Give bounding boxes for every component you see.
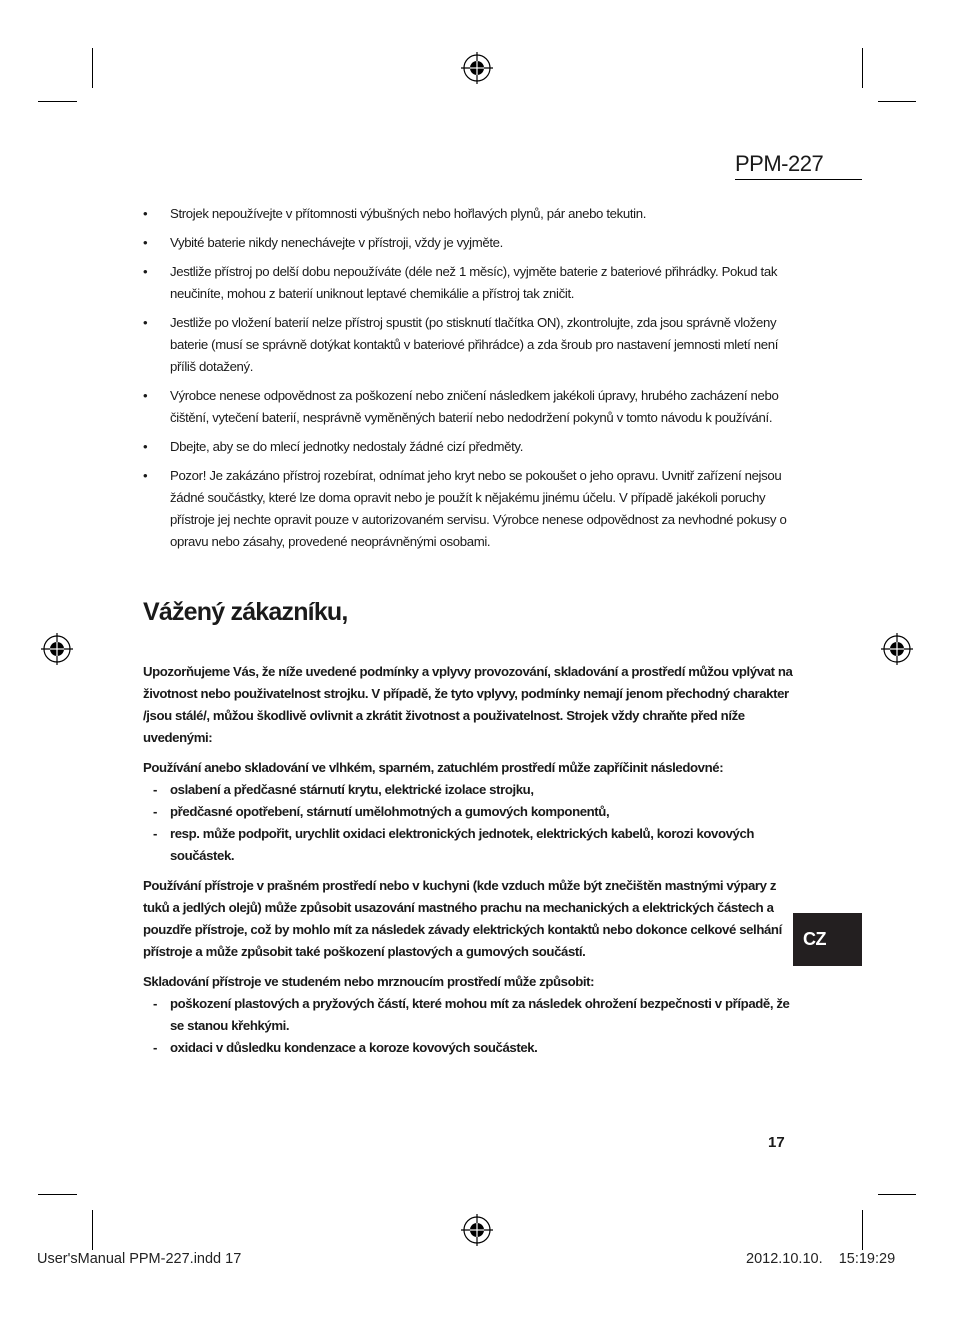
crop-mark — [862, 48, 863, 88]
list-item: • Výrobce nenese odpovědnost za poškození nebo zničení následkem jakékoli úpravy, hrubého zacházení nebo čištění, vytečení baterií, nesprávně vyměněných baterií nebo nedodržení pokynů v tomto návodu k používání. — [143, 385, 793, 429]
list-item: • Pozor! Je zakázáno přístroj rozebírat, odnímat jeho kryt nebo se pokoušet o jeho opravu. Uvnitř zařízení nejsou žádné součástky, které lze doma opravit nebo je použít k nějakému jinému účelu. V případě jakékoli poruchy přístroje jej nechte opravit pouze v autorizovaném servisu. Výrobce nenese odpovědnost za nevhodné pokusy o opravu nebo zásahy, provedené neoprávněnými osobami. — [143, 465, 793, 553]
list-item: • Strojek nepoužívejte v přítomnosti výbušných nebo hořlavých plynů, pár anebo tekutin. — [143, 203, 793, 225]
dust-paragraph: Používání přístroje v prašném prostředí nebo v kuchyni (kde vzduch může být znečištěn mastnými výpary z tuků a jedlých olejů) může způsobit usazování mastného prachu na mechanických a elektrických částech a pouzdře přístroje, což by mohlo mít za následek závady elektrických kontaktů nebo dokonce celkové selhání přístroje a může způsobit také poškození plastových a gumových součástí. — [143, 878, 782, 959]
page-number: 17 — [768, 1134, 785, 1151]
list-item: • Dbejte, aby se do mlecí jednotky nedostaly žádné cizí předměty. — [143, 436, 793, 458]
model-label: PPM-227 — [735, 150, 862, 180]
crop-mark — [38, 101, 77, 102]
intro-paragraph: Upozorňujeme Vás, že níže uvedené podmínky a vplyvy provozování, skladování a prostředí můžou vplývat na životnost nebo použivatelnost strojku. V případě, že tyto vplyvy, podmínky nemají jenom přechodný charakter /jsou stálé/, můžou škodlivě ovlivnit a zkrátit životnost a použivatelnost. Strojek vždy chraňte před níže uvedenými: — [143, 664, 793, 745]
crop-mark — [92, 1210, 93, 1250]
list-item: - resp. může podpořit, urychlit oxidaci elektronických jednotek, elektrických kabelů, korozi kovových součástek. — [143, 823, 793, 867]
crop-mark — [878, 101, 916, 102]
registration-mark-icon — [41, 633, 73, 665]
list-item: - oxidaci v důsledku kondenzace a koroze kovových součástek. — [143, 1037, 793, 1059]
humid-title: Používání anebo skladování ve vlhkém, sparném, zatuchlém prostředí může zapříčinit následovné: — [143, 760, 724, 775]
list-item: - oslabení a předčasné stárnutí krytu, elektrické izolace strojku, — [143, 779, 793, 801]
section-heading: Vážený zákazníku, — [143, 598, 348, 626]
cold-title: Skladování přístroje ve studeném nebo mrznoucím prostředí může způsobit: — [143, 974, 595, 989]
registration-mark-icon — [461, 52, 493, 84]
list-item: • Vybité baterie nikdy nenechávejte v přístroji, vždy je vyjměte. — [143, 232, 793, 254]
list-item: • Jestliže po vložení baterií nelze přístroj spustit (po stisknutí tlačítka ON), zkontrolujte, zda jsou správně vloženy baterie (musí se správně dotýkat kontaktů v bateriové přihrádce) a zda šroub pro nastavení jemnosti mletí není příliš dotažený. — [143, 312, 793, 378]
list-item: - poškození plastových a pryžových částí, které mohou mít za následek ohrožení bezpečnosti v případě, že se stanou křehkými. — [143, 993, 793, 1037]
crop-mark — [862, 1210, 863, 1250]
language-tab: CZ — [793, 913, 862, 966]
registration-mark-icon — [461, 1214, 493, 1246]
slug-filename: User'sManual PPM-227.indd 17 — [37, 1251, 242, 1267]
customer-notice — [143, 661, 793, 1059]
crop-mark — [92, 48, 93, 88]
crop-mark — [38, 1194, 77, 1195]
list-item: • Jestliže přístroj po delší dobu nepoužíváte (déle než 1 měsíc), vyjměte baterie z bateriové přihrádky. Pokud tak neučiníte, mohou z baterií uniknout leptavé chemikálie a přístroj tak zničit. — [143, 261, 793, 305]
slug-datetime: 2012.10.10. 15:19:29 — [746, 1251, 896, 1267]
list-item: - předčasné opotřebení, stárnutí umělohmotných a gumových komponentů, — [143, 801, 793, 823]
safety-bullet-list — [143, 203, 793, 560]
crop-mark — [878, 1194, 916, 1195]
registration-mark-icon — [881, 633, 913, 665]
